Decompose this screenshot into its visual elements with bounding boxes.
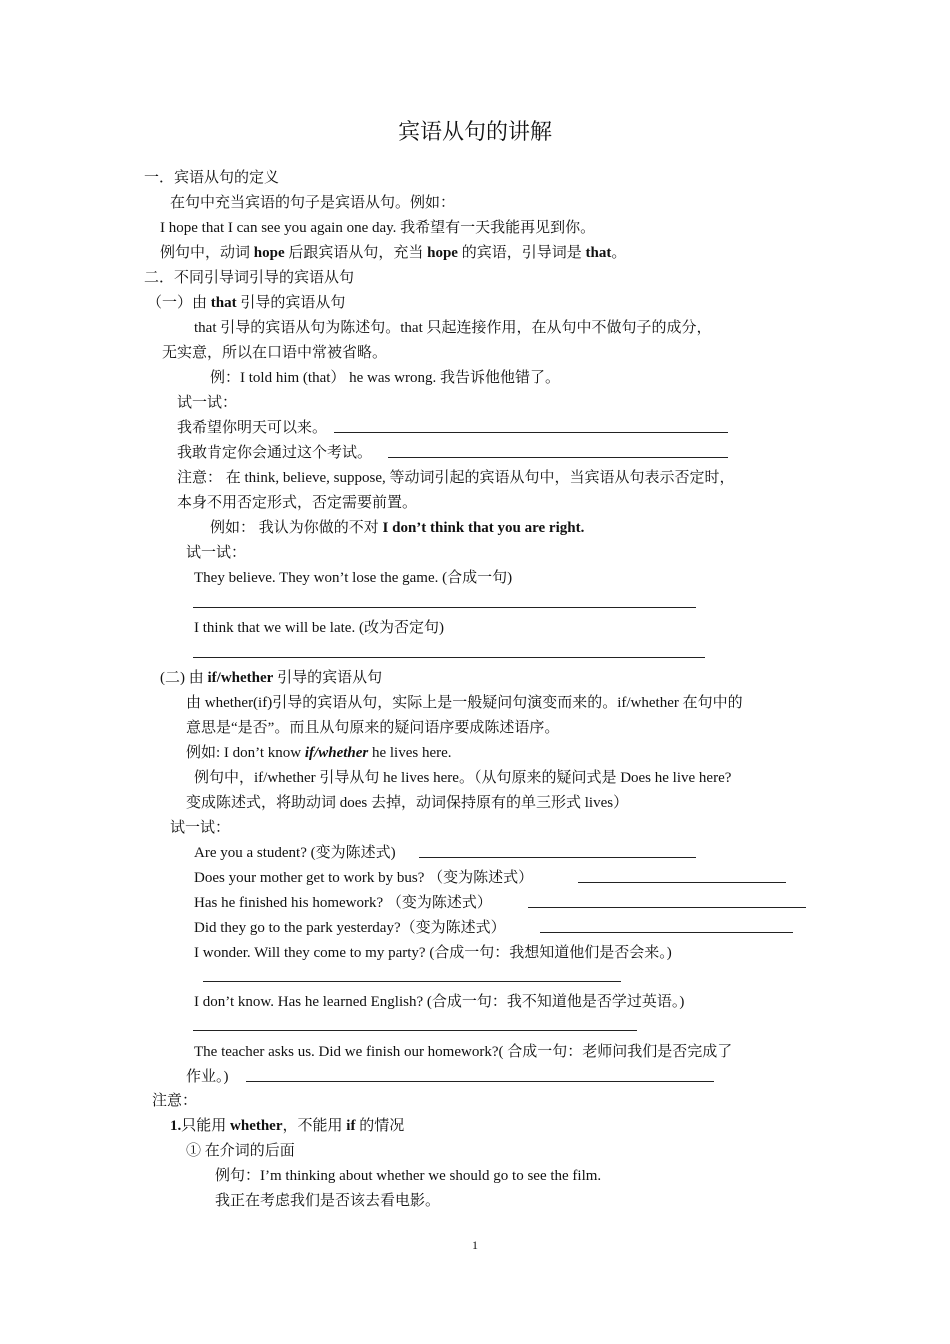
subsection-2-heading: (二) 由 if/whether 引导的宾语从句 — [160, 670, 383, 686]
subsection-2-explanation-line-1: 例句中，if/whether 引导从句 he lives here。（从句原来的疑问式是 Does he live here? — [194, 770, 732, 786]
page-title: 宾语从句的讲解 — [397, 119, 552, 144]
exercise-3-question-2: Does your mother get to work by bus? （变为陈述式） — [194, 870, 534, 886]
exercise-3-answer-line-5[interactable] — [203, 981, 621, 982]
page-number: 1 — [472, 1238, 478, 1252]
subsection-2-example: 例如: I don’t know if/whether he lives here. — [186, 745, 452, 761]
exercise-3-question-3: Has he finished his homework? （变为陈述式） — [194, 895, 492, 911]
exercise-3-question-7-line-2: 作业。) — [186, 1069, 229, 1085]
subsection-1-example: 例：I told him (that） he was wrong. 我告诉他他错了。 — [210, 370, 560, 386]
subsection-2-paragraph-line-2: 意思是“是否”。而且从句原来的疑问语序要成陈述语序。 — [186, 720, 560, 736]
note-2-case-1: ① 在介词的后面 — [186, 1143, 295, 1159]
exercise-3-question-7-line-1: The teacher asks us. Did we finish our homework?( 合成一句：老师问我们是否完成了 — [194, 1044, 733, 1060]
try-it-label-1: 试一试： — [177, 395, 238, 411]
note-2-case-1-translation: 我正在考虑我们是否该去看电影。 — [215, 1193, 441, 1209]
exercise-3-answer-line-3[interactable] — [528, 907, 806, 908]
section-1-explanation: 例句中，动词 hope 后跟宾语从句，充当 hope 的宾语，引导词是 that。 — [160, 245, 627, 261]
exercise-3-question-5: I wonder. Will they come to my party? (合成一句：我想知道他们是否会来。) — [194, 945, 672, 961]
note-2-rule-1: 1.只能用 whether，不能用 if 的情况 — [170, 1118, 405, 1134]
section-1-example: I hope that I can see you again one day. 我希望有一天我能再见到你。 — [160, 220, 596, 236]
exercise-1-answer-line-2[interactable] — [388, 457, 728, 458]
exercise-3-answer-line-6[interactable] — [193, 1030, 637, 1031]
note-1-example: 例如： 我认为你做的不对 I don’t think that you are right. — [210, 520, 585, 536]
exercise-3-answer-line-7[interactable] — [246, 1081, 714, 1082]
exercise-3-answer-line-1[interactable] — [419, 857, 696, 858]
exercise-3-question-6: I don’t know. Has he learned English? (合成一句：我不知道他是否学过英语。) — [194, 994, 685, 1010]
exercise-2-answer-line-2[interactable] — [193, 657, 705, 658]
exercise-2-question-1: They believe. They won’t lose the game. (合成一句) — [194, 570, 513, 586]
exercise-3-answer-line-4[interactable] — [540, 932, 793, 933]
exercise-3-answer-line-2[interactable] — [578, 882, 786, 883]
subsection-1-paragraph-line-2: 无实意，所以在口语中常被省略。 — [162, 345, 388, 361]
note-1-line-1: 注意： 在 think, believe, suppose, 等动词引起的宾语从句中，当宾语从句表示否定时， — [177, 470, 735, 486]
try-it-label-3: 试一试： — [170, 820, 231, 836]
note-2-label: 注意： — [152, 1093, 198, 1109]
exercise-1-question-2: 我敢肯定你会通过这个考试。 — [177, 445, 373, 461]
exercise-3-question-1: Are you a student? (变为陈述式) — [194, 845, 396, 861]
subsection-2-paragraph-line-1: 由 whether(if)引导的宾语从句，实际上是一般疑问句演变而来的。if/whether 在句中的 — [186, 695, 743, 711]
exercise-2-answer-line-1[interactable] — [193, 607, 696, 608]
subsection-2-explanation-line-2: 变成陈述式，将助动词 does 去掉，动词保持原有的单三形式 lives） — [186, 795, 629, 811]
exercise-1-question-1: 我希望你明天可以来。 — [177, 420, 328, 436]
subsection-1-heading: （一）由 that 引导的宾语从句 — [147, 295, 346, 311]
section-1-heading: 一．宾语从句的定义 — [144, 170, 280, 186]
exercise-1-answer-line-1[interactable] — [334, 432, 728, 433]
subsection-1-paragraph-line-1: that 引导的宾语从句为陈述句。that 只起连接作用，在从句中不做句子的成分， — [194, 320, 712, 336]
section-1-definition: 在句中充当宾语的句子是宾语从句。例如： — [170, 195, 456, 211]
exercise-2-question-2: I think that we will be late. (改为否定句) — [194, 620, 444, 636]
try-it-label-2: 试一试： — [186, 545, 247, 561]
note-2-case-1-example: 例句：I’m thinking about whether we should go to see the film. — [215, 1168, 602, 1184]
section-2-heading: 二．不同引导词引导的宾语从句 — [144, 270, 355, 286]
note-1-line-2: 本身不用否定形式，否定需要前置。 — [177, 495, 418, 511]
exercise-3-question-4: Did they go to the park yesterday?（变为陈述式） — [194, 920, 506, 936]
